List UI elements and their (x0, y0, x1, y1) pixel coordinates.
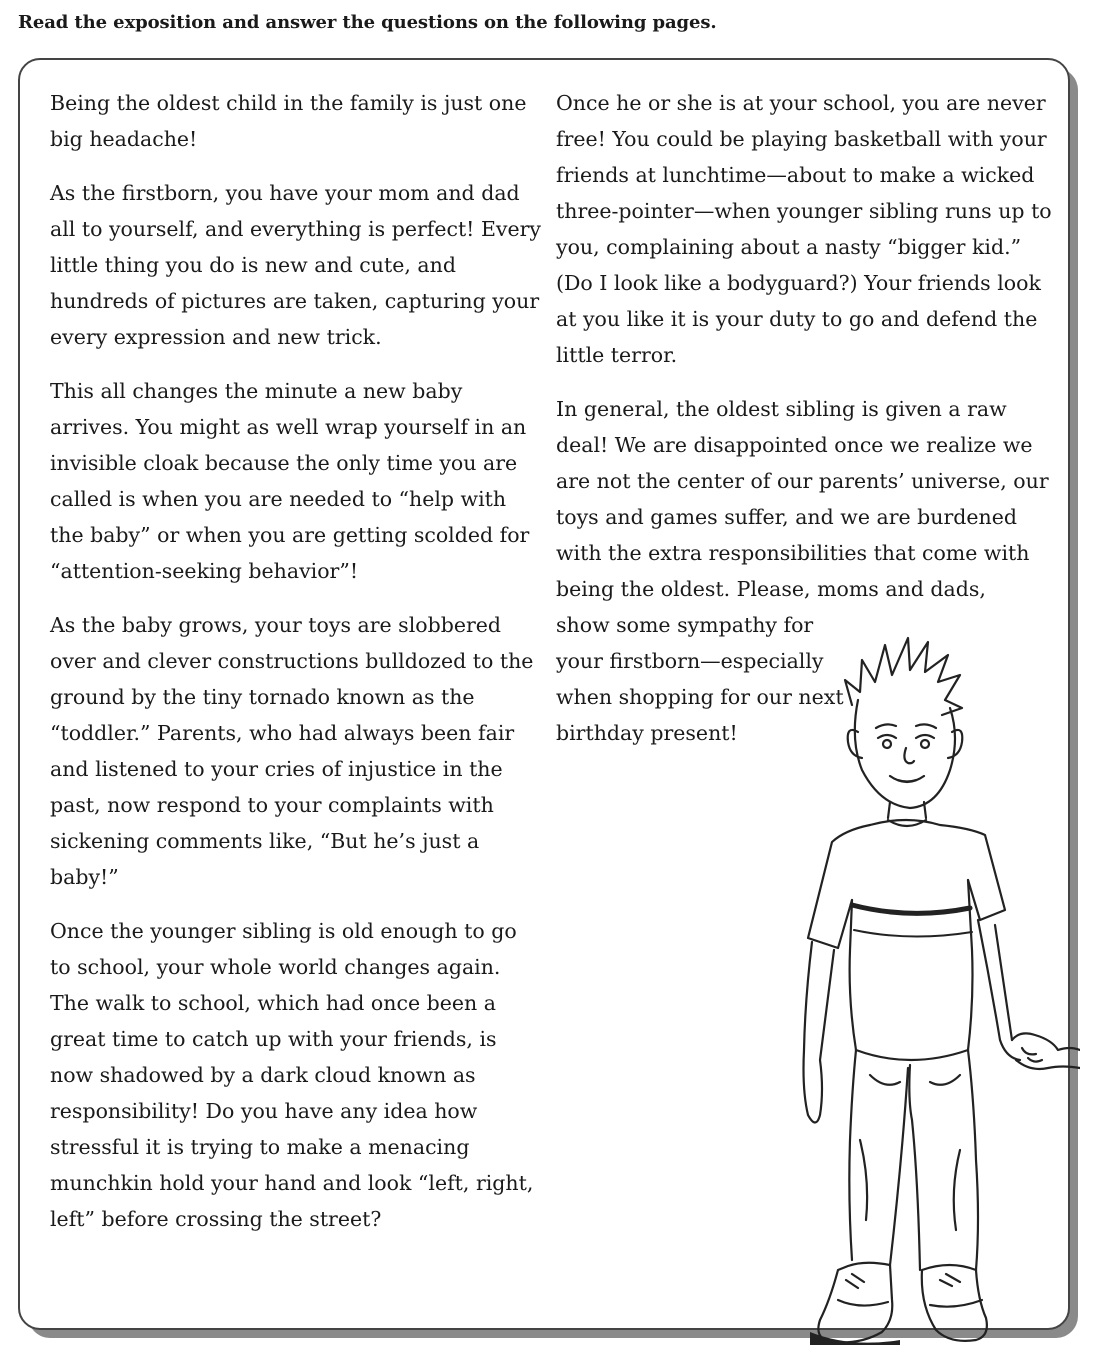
paragraph: Being the oldest child in the family is just one big headache! (50, 91, 527, 151)
boy-illustration (790, 620, 1080, 1345)
paragraph: As the firstborn, you have your mom and dad all to yourself, and everything is perfect! Every little thing you do is new and cute, and hundreds of pictures are taken, capturing your every expression and new trick. (50, 181, 541, 349)
paragraph: Once he or she is at your school, you are never free! You could be playing basketball with your friends at lunchtime—about to make a wicked three-pointer—when younger sibling runs up to you, complaining about a nasty “bigger kid.” (Do I look like a bodyguard?) Your friends look at you like it is your duty to go and defend the little terror. (556, 91, 1052, 367)
instructions-heading: Read the exposition and answer the questions on the following pages. (18, 12, 717, 33)
paragraph: As the baby grows, your toys are slobbered over and clever constructions bulldozed to the ground by the tiny tornado known as the “toddler.” Parents, who had always been fair and listened to your cries of injustice in the past, now respond to your complaints with sickening comments like, “But he’s just a baby!” (50, 613, 534, 889)
paragraph: This all changes the minute a new baby arrives. You might as well wrap yourself in an invisible cloak because the only time you are called is when you are needed to “help with the baby” or when you are getting scolded for “attention-seeking behavior”! (50, 379, 530, 583)
paragraph-wrap: show some sympathy for your firstborn—especially when shopping for our next birthday present! (556, 613, 844, 745)
paragraph: In general, the oldest sibling is given a raw deal! We are disappointed once we realize we are not the center of our parents’ universe, our toys and games suffer, and we are burdened with the extra responsibilities that come with being the oldest. Please, moms and dads, (556, 397, 1049, 601)
paragraph: Once the younger sibling is old enough to go to school, your whole world changes again. The walk to school, which had once been a great time to catch up with your friends, is now shadowed by a dark cloud known as responsibility! Do you have any idea how stressful it is trying to make a menacing munchkin hold your hand and look “left, right, left” before crossing the street? (50, 919, 534, 1231)
left-column (50, 85, 542, 1255)
